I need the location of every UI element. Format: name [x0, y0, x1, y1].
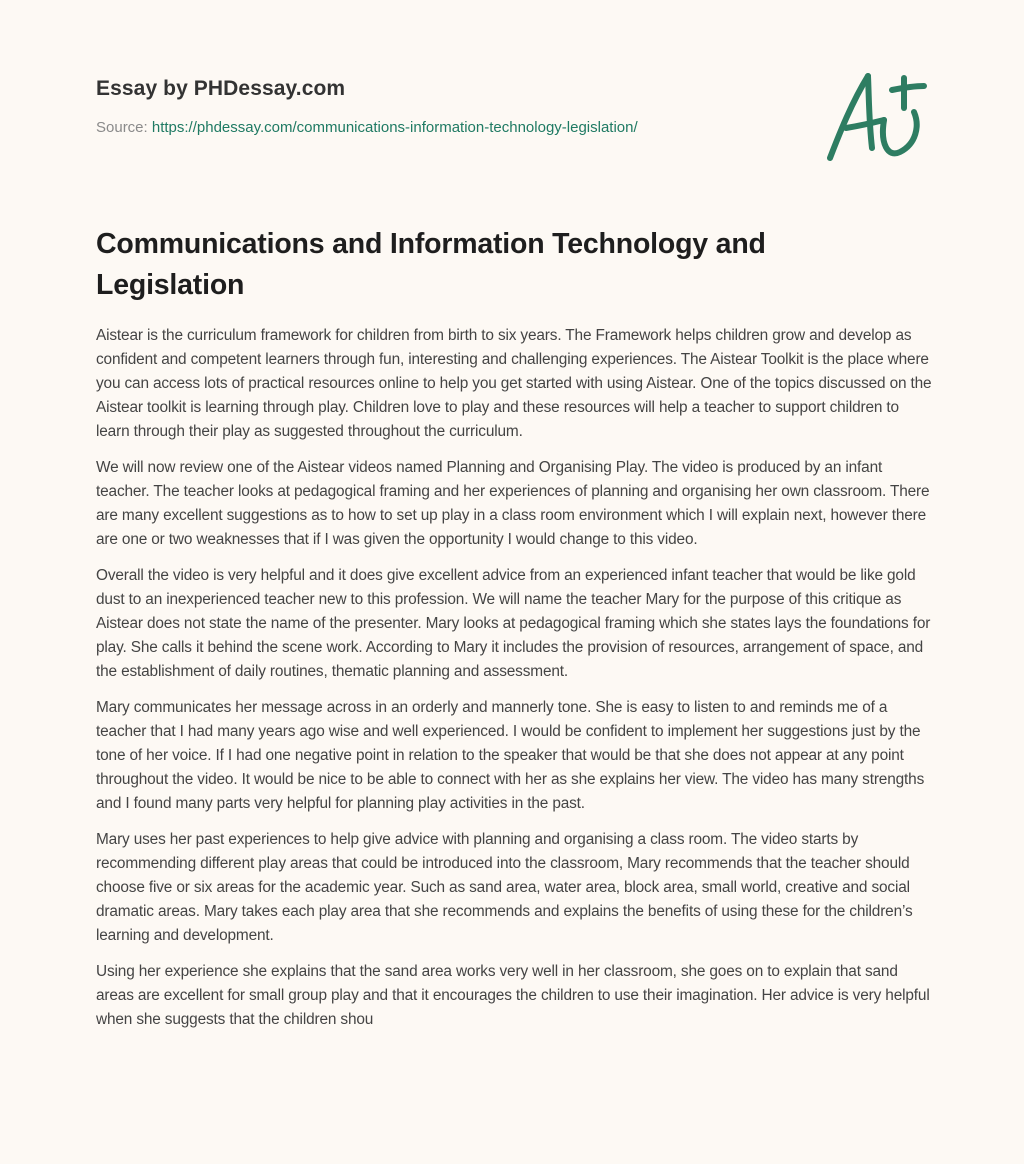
paragraph: We will now review one of the Aistear videos named Planning and Organising Play. The video is produced by an infant teacher. The teacher looks at pedagogical framing and her experiences of planning and organising her own classroom. There are many excellent suggestions as to how to set up play in a class room environment which I will explain next, however there are one or two weaknesses that if I was given the opportunity I would change to this video. [96, 459, 930, 548]
paragraph: Using her experience she explains that the sand area works very well in her classroom, she goes on to explain that sand areas are excellent for small group play and that it encourages the children to use their imagination. Her advice is very helpful when she suggests that the children shou [96, 963, 930, 1028]
paragraph: Mary communicates her message across in an orderly and mannerly tone. She is easy to listen to and reminds me of a teacher that I had many years ago wise and well experienced. I would be confident to implement her suggestions just by the tone of her voice. If I had one negative point in relation to the speaker that would be that she does not appear at any point throughout the video. It would be nice to be able to connect with her as she explains her view. The video has many strengths and I found many parts very helpful for planning play activities in the past. [96, 699, 925, 812]
source-link[interactable]: https://phdessay.com/communications-information-technology-legislation/ [151, 119, 638, 136]
paragraph: Mary uses her past experiences to help give advice with planning and organising a class room. The video starts by recommending different play areas that could be introduced into the classroom, Mary recommends that the teacher should choose five or six areas for the academic year. Such as sand area, water area, block area, small world, creative and social dramatic areas. Mary takes each play area that she recommends and explains the benefits of using these for the children’s learning and development. [96, 831, 913, 944]
source-label: Source: [96, 119, 148, 136]
site-title: Essay by PHDessay.com [96, 77, 346, 100]
paragraph: Aistear is the curriculum framework for children from birth to six years. The Framework helps children grow and develop as confident and competent learners through fun, interesting and challenging experiences. The Aistear Toolkit is the place where you can access lots of practical resources online to help you get started with using Aistear. One of the topics discussed on the Aistear toolkit is learning through play. Children love to play and these resources will help a teacher to support children to learn through their play as suggested throughout the curriculum. [96, 327, 932, 440]
source-line [96, 118, 796, 138]
article-body [96, 324, 932, 1044]
article-title: Communications and Information Technology and Legislation [96, 228, 766, 301]
a-plus-grade-icon [822, 66, 932, 166]
paragraph: Overall the video is very helpful and it does give excellent advice from an experienced infant teacher that would be like gold dust to an inexperienced teacher new to this profession. We will name the teacher Mary for the purpose of this critique as Aistear does not state the name of the presenter. Mary looks at pedagogical framing which she states lays the foundations for play. She calls it behind the scene work. According to Mary it includes the provision of resources, arrangement of space, and the establishment of daily routines, thematic planning and assessment. [96, 567, 931, 680]
page-header [96, 74, 796, 138]
